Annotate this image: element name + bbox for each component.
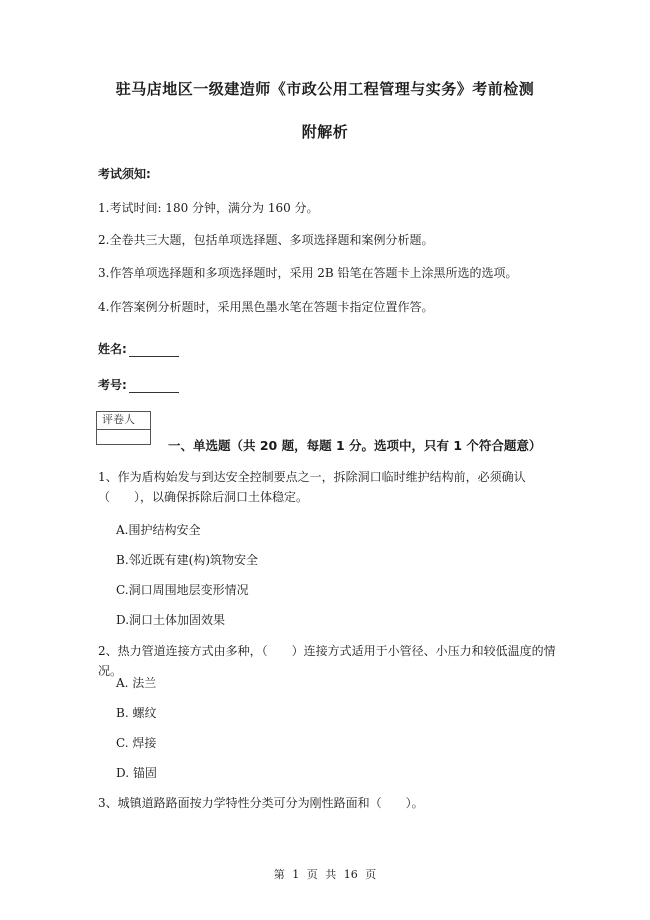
exam-id-blank-line	[129, 380, 179, 393]
question-2: 2、热力管道连接方式由多种，（ ）连接方式适用于小管径、小压力和较低温度的情况。	[98, 644, 556, 678]
question-1-option-d: D.洞口土体加固效果	[116, 613, 226, 627]
question-1-option-c: C.洞口周围地层变形情况	[116, 583, 249, 597]
notice-item-3: 3.作答单项选择题和多项选择题时，采用 2B 铅笔在答题卡上涂黑所选的选项。	[98, 266, 518, 280]
grader-label: 评卷人	[97, 412, 150, 430]
page-footer: 第 1 页 共 16 页	[273, 868, 377, 881]
notice-item-2: 2.全卷共三大题，包括单项选择题、多项选择题和案例分析题。	[98, 233, 434, 247]
name-blank-line	[129, 344, 179, 357]
question-2-option-a: A. 法兰	[116, 676, 157, 690]
question-2-option-d: D. 锚固	[116, 766, 157, 780]
notice-item-4: 4.作答案例分析题时，采用黑色墨水笔在答题卡指定位置作答。	[98, 300, 434, 314]
exam-id-label: 考号:	[98, 378, 127, 392]
notice-item-1: 1.考试时间: 180 分钟，满分为 160 分。	[98, 201, 319, 215]
notice-heading: 考试须知:	[98, 167, 151, 181]
question-3: 3、城镇道路路面按力学特性分类可分为刚性路面和（ ）。	[98, 796, 424, 810]
question-1-option-b: B.邻近既有建(构)筑物安全	[116, 553, 258, 567]
name-field	[98, 340, 179, 357]
document-title-line1: 驻马店地区一级建造师《市政公用工程管理与实务》考前检测	[115, 80, 535, 98]
question-2-option-c: C. 焊接	[116, 736, 157, 750]
name-label: 姓名:	[98, 342, 127, 356]
question-1: 1、作为盾构始发与到达安全控制要点之一，拆除洞口临时维护结构前，必须确认（ ），以确保拆除后洞口土体稳定。	[98, 470, 526, 504]
question-2-option-b: B. 螺纹	[116, 706, 157, 720]
document-title-line2: 附解析	[301, 123, 349, 141]
exam-id-field	[98, 376, 179, 393]
section-heading: 一、单选题（共 20 题，每题 1 分。选项中，只有 1 个符合题意）	[168, 438, 542, 453]
grader-box	[96, 411, 151, 445]
question-1-option-a: A.围护结构安全	[116, 523, 201, 537]
